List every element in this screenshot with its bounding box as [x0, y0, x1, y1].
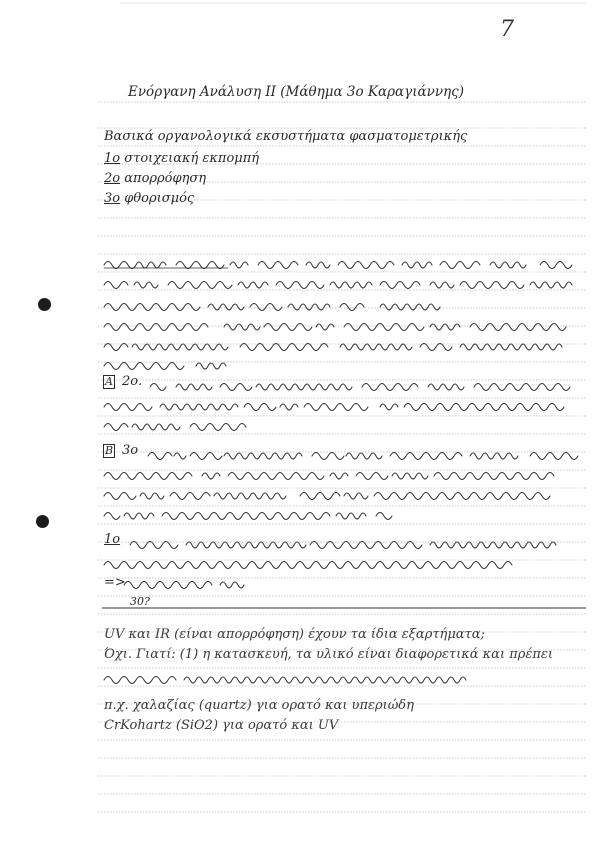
block-b-lead: 3ο: [122, 443, 139, 458]
list-text: φθορισμός: [124, 191, 195, 206]
closing-line: CrKohartz (SiO2) για ορατό και UV: [104, 718, 339, 733]
conclusion-arrow: =>: [104, 575, 126, 590]
notes-heading: Βασικά οργανολογικά εκσυστήματα φασματομετρικής: [104, 129, 468, 144]
closing-line: π.χ. χαλαζίας (quartz) για ορατό και υπεριώδη: [104, 698, 414, 713]
list-text: απορρόφηση: [124, 171, 207, 186]
block-a-lead: 2ο.: [122, 374, 143, 389]
page-title: Ενόργανη Ανάλυση ΙΙ (Μάθημα 3ο Καραγιάννης): [128, 84, 464, 100]
section-marker-b: B: [104, 444, 114, 457]
list-number: 1ο: [104, 151, 121, 166]
closing-line: UV και IR (είναι απορρόφηση) έχουν τα ίδια εξαρτήματα;: [104, 627, 485, 642]
list-text: στοιχειακή εκπομπή: [124, 151, 260, 166]
section-marker-a: A: [103, 375, 115, 389]
point-1-number: 1ο: [104, 532, 121, 547]
list-number: 2ο: [104, 171, 121, 186]
margin-note: 30?: [130, 595, 150, 608]
closing-line: Όχι. Γιατί: (1) η κατασκευή, τα υλικό είναι διαφορετικά και πρέπει: [104, 647, 553, 662]
list-number: 3ο: [104, 191, 121, 206]
page-number: 7: [500, 17, 514, 42]
